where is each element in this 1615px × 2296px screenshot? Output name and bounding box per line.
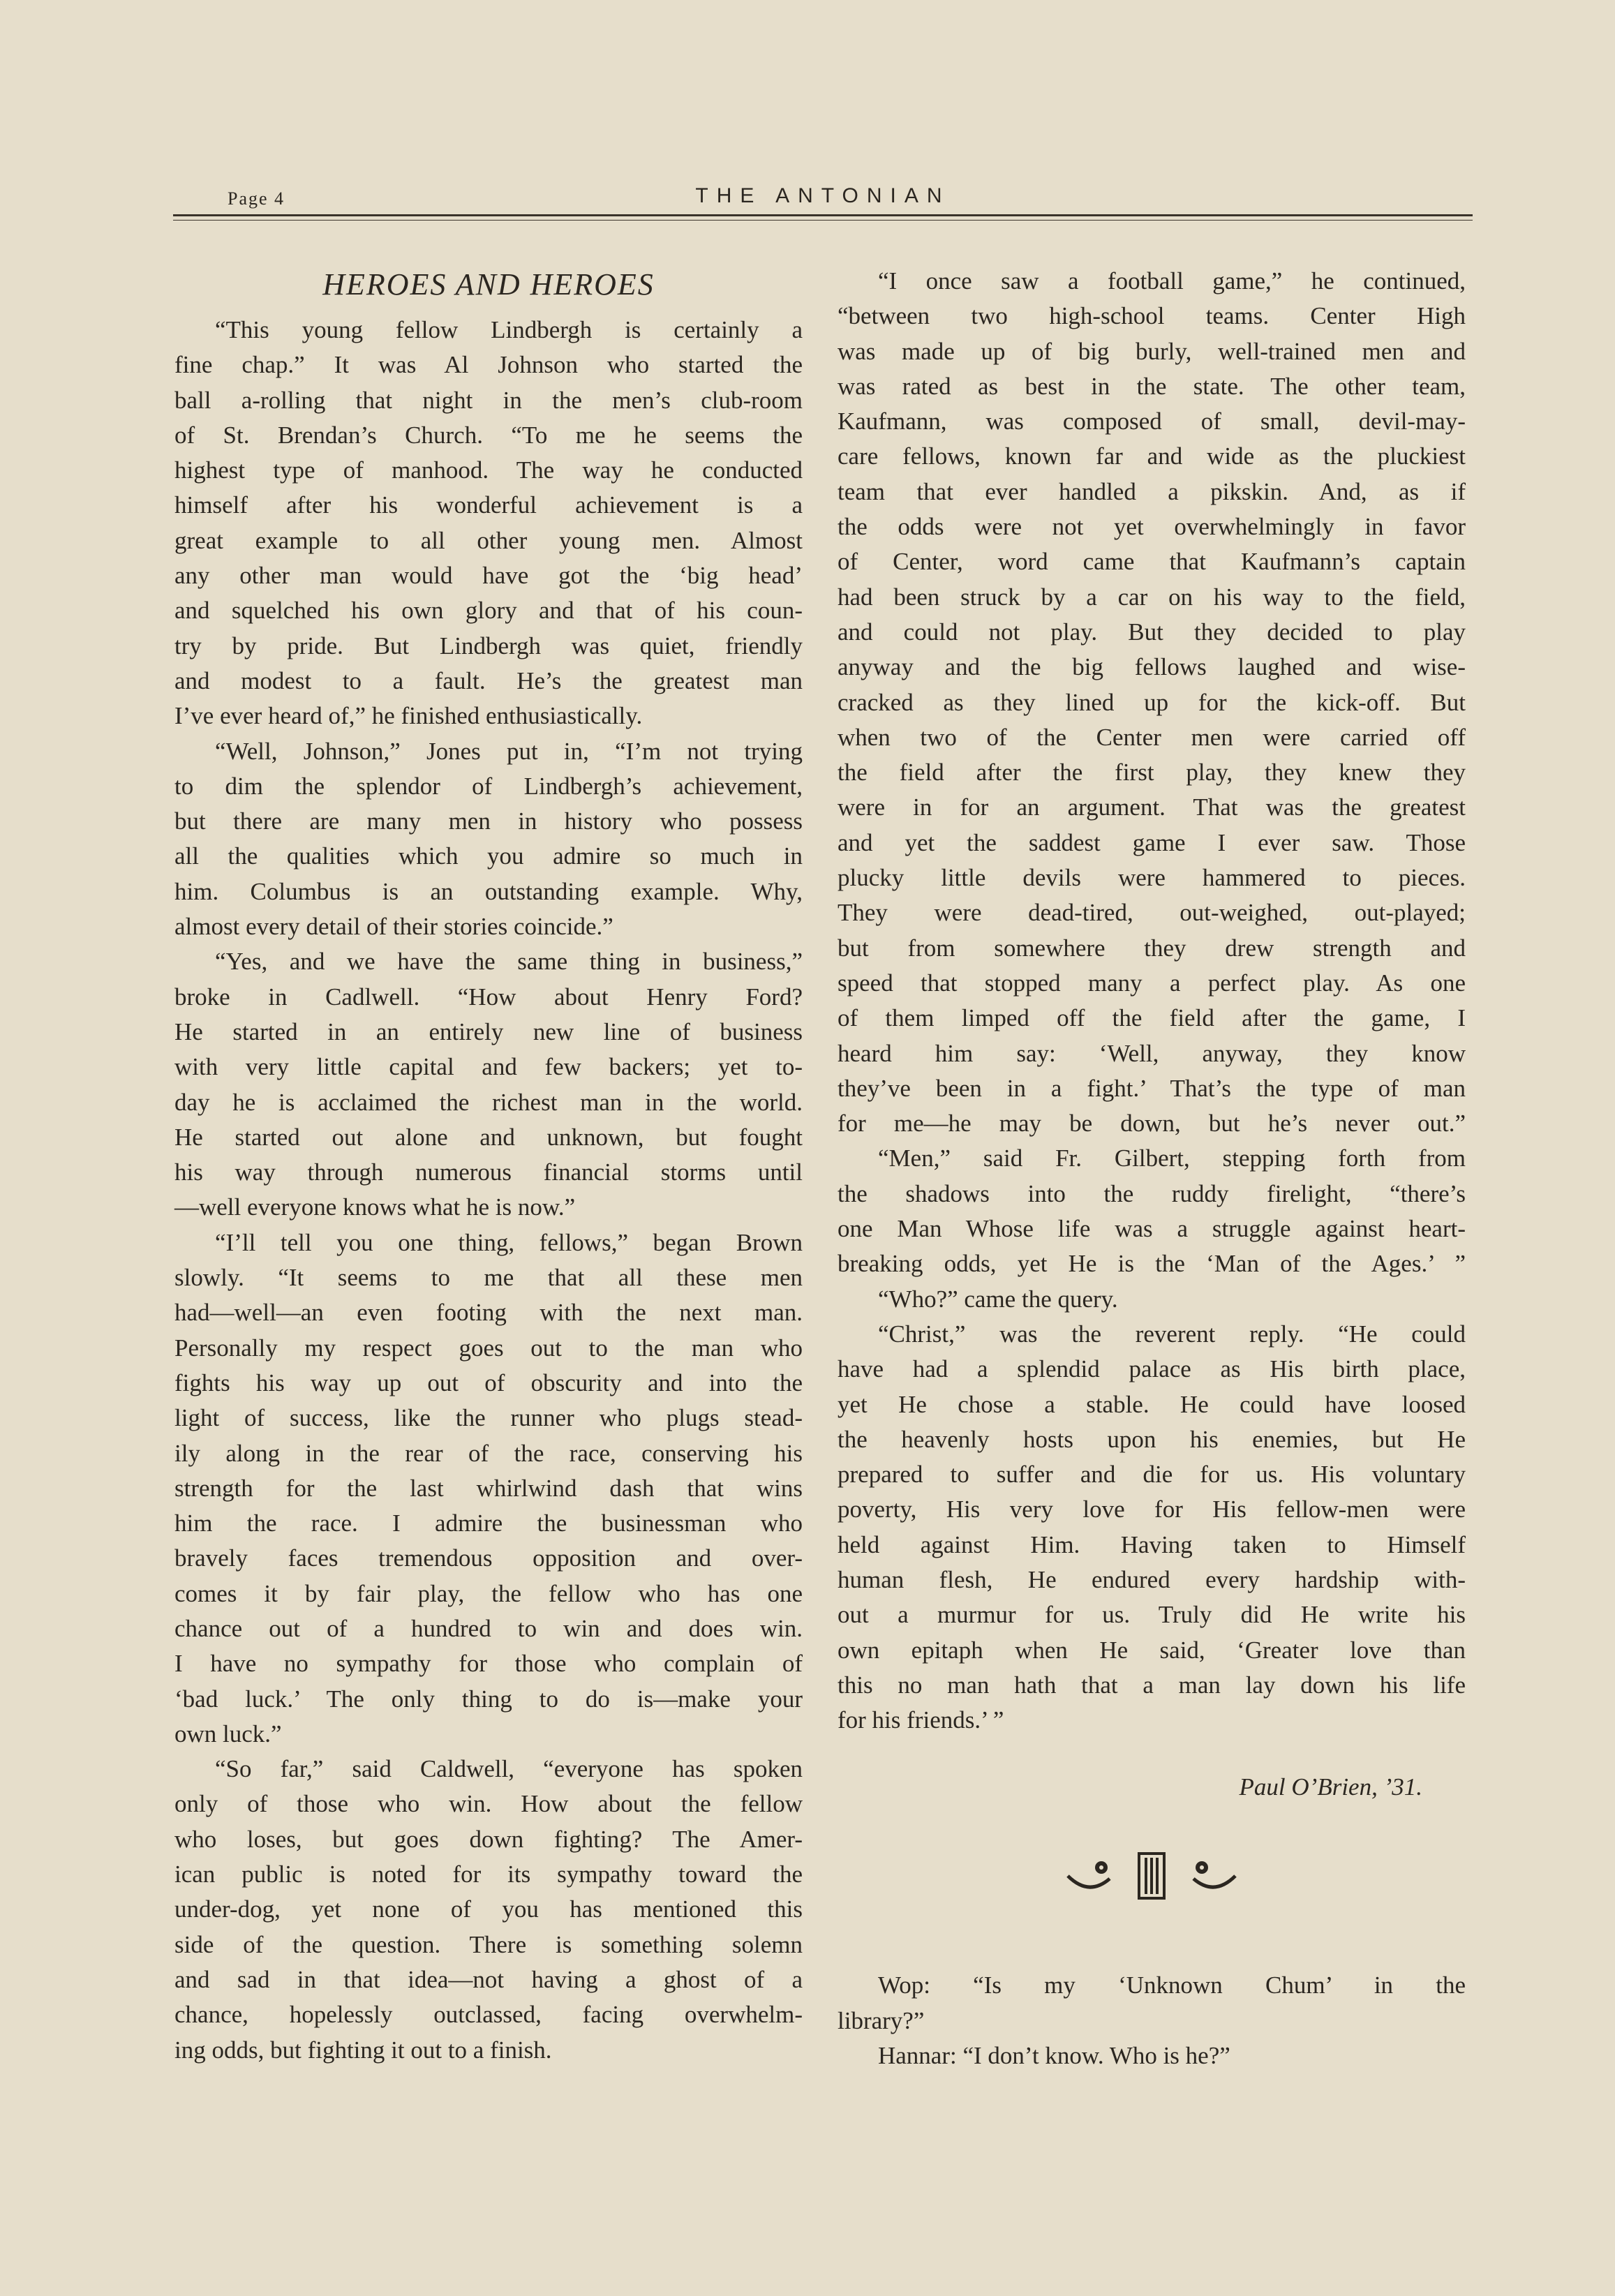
text-line: fights his way up out of obscurity and into the — [174, 1369, 803, 1396]
page-number: Page 4 — [228, 188, 285, 209]
header-rule-thin — [173, 220, 1473, 221]
text-line: any other man would have got the ‘big head’ — [174, 562, 803, 590]
text-line: they’ve been in a fight.’ That’s the type of man — [838, 1074, 1466, 1102]
text-line: human flesh, He endured every hardship with- — [838, 1565, 1466, 1593]
text-line: this no man hath that a man lay down his life — [838, 1671, 1466, 1699]
text-line: and could not play. But they decided to play — [838, 618, 1466, 646]
text-line: of Center, word came that Kaufmann’s captain — [838, 548, 1466, 576]
text-line: “Christ,” was the reverent reply. “He could — [878, 1320, 1466, 1348]
text-line: for his friends.’ ” — [838, 1706, 1004, 1734]
text-line: who loses, but goes down fighting? The Amer- — [174, 1825, 803, 1853]
text-line: out a murmur for us. Truly did He write his — [838, 1601, 1466, 1629]
text-line: “Men,” said Fr. Gilbert, stepping forth from — [878, 1145, 1466, 1172]
text-line: the shadows into the ruddy firelight, “there’s — [838, 1179, 1466, 1207]
fleuron-svg — [1061, 1848, 1242, 1904]
text-line: him the race. I admire the businessman who — [174, 1509, 803, 1537]
text-line: Kaufmann, was composed of small, devil-may- — [838, 408, 1466, 435]
text-line: cracked as they lined up for the kick-off. But — [838, 688, 1466, 716]
page-header — [173, 183, 1473, 225]
text-line: heard him say: ‘Well, anyway, they know — [838, 1039, 1466, 1067]
text-line: ily along in the rear of the race, conserving his — [174, 1439, 803, 1467]
text-line: ican public is noted for its sympathy toward the — [174, 1861, 803, 1888]
text-line: “This young fellow Lindbergh is certainly a — [215, 316, 803, 343]
author-signature: Paul O’Brien, ’31. — [1239, 1773, 1422, 1801]
text-line: Hannar: “I don’t know. Who is he?” — [878, 2042, 1230, 2070]
text-line: to dim the splendor of Lindbergh’s achievement, — [174, 772, 803, 800]
text-line: the odds were not yet overwhelmingly in favor — [838, 513, 1466, 541]
text-line: I have no sympathy for those who complain of — [174, 1650, 803, 1678]
article-continuation — [838, 264, 1466, 1738]
text-line: only of those who win. How about the fellow — [174, 1790, 803, 1818]
text-line: have had a splendid palace as His birth place, — [838, 1355, 1466, 1383]
text-line: highest type of manhood. The way he conducted — [174, 456, 803, 484]
joke-block — [838, 1968, 1466, 2073]
text-line: strength for the last whirlwind dash that wins — [174, 1474, 803, 1502]
text-line: him. Columbus is an outstanding example. Why, — [174, 877, 803, 905]
text-line: when two of the Center men were carried off — [838, 723, 1466, 751]
text-line: the field after the first play, they knew they — [838, 759, 1466, 787]
text-line: was made up of big burly, well-trained men and — [838, 337, 1466, 365]
text-line: I’ve ever heard of,” he finished enthusiastically. — [174, 702, 643, 730]
left-column — [174, 264, 803, 2068]
text-line: comes it by fair play, the fellow who has one — [174, 1579, 803, 1607]
text-line: “I’ll tell you one thing, fellows,” began Brown — [215, 1228, 803, 1256]
text-line: himself after his wonderful achievement is a — [174, 491, 803, 519]
text-line: anyway and the big fellows laughed and wise- — [838, 653, 1466, 681]
text-line: speed that stopped many a perfect play. As one — [838, 969, 1466, 997]
text-line: with very little capital and few backers; yet to- — [174, 1053, 803, 1081]
text-line: the heavenly hosts upon his enemies, but He — [838, 1425, 1466, 1453]
text-line: and sad in that idea—not having a ghost of a — [174, 1965, 803, 1993]
text-line: side of the question. There is something solemn — [174, 1930, 803, 1958]
text-line: yet He chose a stable. He could have loosed — [838, 1390, 1466, 1418]
text-line: chance out of a hundred to win and does win. — [174, 1614, 803, 1642]
text-line: Personally my respect goes out to the man who — [174, 1334, 803, 1362]
text-line: all the qualities which you admire so much in — [174, 842, 803, 870]
text-line: try by pride. But Lindbergh was quiet, friendly — [174, 632, 803, 659]
text-line: almost every detail of their stories coincide.” — [174, 913, 613, 941]
text-line: and yet the saddest game I ever saw. Those — [838, 828, 1466, 856]
text-line: ball a-rolling that night in the men’s club-room — [174, 386, 803, 414]
text-line: one Man Whose life was a struggle against heart- — [838, 1215, 1466, 1243]
fleuron-divider-icon — [838, 1848, 1466, 1904]
text-line: bravely faces tremendous opposition and over- — [174, 1544, 803, 1572]
text-line: light of success, like the runner who plugs stead- — [174, 1404, 803, 1432]
text-line: held against Him. Having taken to Himself — [838, 1530, 1466, 1558]
text-line: “Who?” came the query. — [878, 1285, 1118, 1313]
text-line: care fellows, known far and wide as the pluckiest — [838, 442, 1466, 470]
text-line: poverty, His very love for His fellow-men were — [838, 1496, 1466, 1523]
text-line: “between two high-school teams. Center High — [838, 302, 1466, 330]
text-line: —well everyone knows what he is now.” — [174, 1193, 576, 1221]
text-line: ‘bad luck.’ The only thing to do is—make your — [174, 1685, 803, 1713]
text-line: plucky little devils were hammered to pieces. — [838, 864, 1466, 892]
text-line: library?” — [838, 2006, 925, 2034]
text-line: great example to all other young men. Almost — [174, 526, 803, 554]
text-line: “So far,” said Caldwell, “everyone has spoken — [215, 1755, 803, 1783]
text-line: “I once saw a football game,” he continued, — [878, 267, 1466, 295]
text-line: team that ever handled a pikskin. And, as if — [838, 477, 1466, 505]
article-title: HEROES AND HEROES — [322, 267, 655, 301]
text-line: fine chap.” It was Al Johnson who started the — [174, 351, 803, 379]
text-line: was rated as best in the state. The other team, — [838, 372, 1466, 400]
header-rule — [173, 214, 1473, 216]
text-line: They were dead-tired, out-weighed, out-played; — [838, 899, 1466, 927]
text-line: breaking odds, yet He is the ‘Man of the Ages.’ ” — [838, 1250, 1466, 1278]
text-line: his way through numerous financial storms until — [174, 1158, 803, 1186]
masthead: THE ANTONIAN — [695, 184, 951, 207]
text-line: own luck.” — [174, 1720, 282, 1747]
text-line: “Yes, and we have the same thing in business,” — [215, 948, 803, 976]
text-line: He started out alone and unknown, but fought — [174, 1123, 803, 1151]
text-line: slowly. “It seems to me that all these men — [174, 1264, 803, 1292]
text-line: “Well, Johnson,” Jones put in, “I’m not trying — [215, 737, 803, 765]
text-line: and modest to a fault. He’s the greatest man — [174, 666, 803, 694]
text-line: had been struck by a car on his way to the field, — [838, 583, 1466, 611]
text-line: He started in an entirely new line of business — [174, 1017, 803, 1045]
text-line: ing odds, but fighting it out to a finish. — [174, 2036, 552, 2064]
text-line: were in for an argument. That was the greatest — [838, 793, 1466, 821]
text-line: broke in Cadlwell. “How about Henry Ford? — [174, 983, 803, 1011]
text-line: but there are many men in history who possess — [174, 807, 803, 835]
text-line: of them limped off the field after the game, I — [838, 1004, 1466, 1032]
text-line: but from somewhere they drew strength and — [838, 934, 1466, 962]
text-line: under-dog, yet none of you has mentioned this — [174, 1895, 803, 1923]
text-line: for me—he may be down, but he’s never out.” — [838, 1110, 1466, 1138]
text-line: and squelched his own glory and that of his coun- — [174, 597, 803, 625]
text-line: day he is acclaimed the richest man in the world. — [174, 1088, 803, 1116]
text-line: of St. Brendan’s Church. “To me he seems the — [174, 421, 803, 449]
right-column — [838, 264, 1466, 2073]
text-line: Wop: “Is my ‘Unknown Chum’ in the — [878, 1971, 1466, 1999]
text-line: prepared to suffer and die for us. His voluntary — [838, 1461, 1466, 1489]
text-line: chance, hopelessly outclassed, facing overwhelm- — [174, 2001, 803, 2029]
text-line: had—well—an even footing with the next man. — [174, 1299, 803, 1327]
text-line: own epitaph when He said, ‘Greater love than — [838, 1636, 1466, 1664]
